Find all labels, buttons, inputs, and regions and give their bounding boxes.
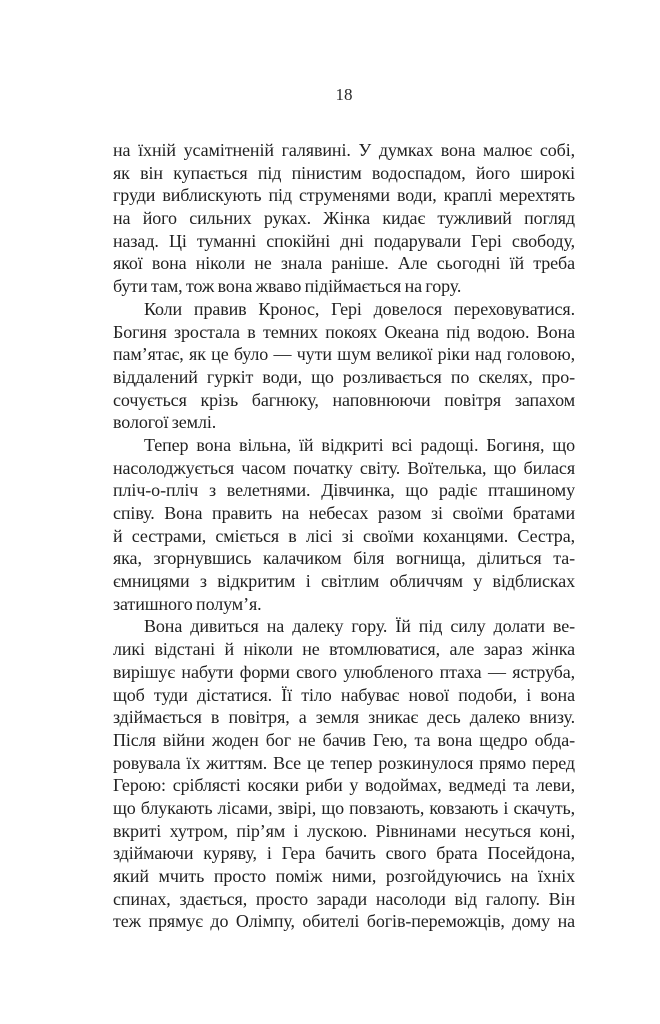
- text-line: ликі відстані й ніколи не втомлюватися, але зараз жінка: [113, 639, 575, 660]
- text-line: здіймаючи куряву, і Гера бачить свого брата Посейдона,: [113, 843, 575, 864]
- text-line: який мчить просто поміж ними, розгойдуючись на їхніх: [113, 866, 575, 886]
- text-line: як він купається під пінистим водоспадом, його широкі: [113, 162, 575, 183]
- text-line: вологої землі.: [113, 412, 217, 433]
- text-line: насолоджується часом початку світу. Воїтелька, що билася: [113, 457, 575, 478]
- paragraph-2: [113, 298, 575, 434]
- text-line: співу. Вона править на небесах разом зі своїми братами: [113, 503, 575, 523]
- text-line: що блукають лісами, звірі, що повзають, ковзають і скачуть,: [113, 797, 575, 818]
- paragraph-4: [113, 615, 575, 933]
- paragraph-3: [113, 434, 575, 616]
- text-line: Герою: сріблясті косяки риби у водоймах, ведмеді та леви,: [113, 775, 575, 796]
- text-line: теж прямує до Олімпу, обителі богів-переможців, дому на: [113, 911, 575, 932]
- text-line: Богиня зростала в темних покоях Океана під водою. Вона: [113, 321, 575, 342]
- text-line: вкриті хутром, пір’ям і лускою. Рівнинами несуться коні,: [113, 820, 575, 841]
- text-line: на його сильних руках. Жінка кидає тужливий погляд: [113, 208, 575, 229]
- body-text: [113, 139, 575, 933]
- text-line: здіймається в повітря, а земля зникає десь далеко внизу.: [113, 707, 575, 728]
- text-line: на їхній усамітненій галявині. У думках вона малює собі,: [113, 140, 575, 160]
- text-line: пам’ятає, як це було — чути шум великої ріки над головою,: [113, 344, 575, 365]
- text-line: затишного полум’я.: [113, 593, 262, 614]
- text-line: груди виблискують під струменями води, краплі мерехтять: [113, 185, 575, 206]
- text-line: назад. Ці туманні спокійні дні подарували Гері свободу,: [113, 230, 575, 251]
- text-line: бути там, тож вона жваво підіймається на гору.: [113, 276, 462, 297]
- text-line: яка, згорнувшись калачиком біля вогнища, ділиться та-: [113, 548, 575, 569]
- paragraph-1: [113, 139, 575, 298]
- text-line: вирішує набути форми свого улюбленого птаха — яструба,: [113, 661, 575, 682]
- text-line: Вона дивиться на далеку гору. Їй під силу долати ве-: [144, 616, 575, 637]
- text-line: спинах, здається, просто заради насолоди від галопу. Він: [113, 888, 575, 909]
- text-line: ровувала їх життям. Все це тепер розкинулося прямо перед: [113, 752, 575, 773]
- text-line: якої вона ніколи не знала раніше. Але сьогодні їй треба: [113, 253, 575, 274]
- text-line: Після війни жоден бог не бачив Гею, та вона щедро обда-: [113, 729, 575, 750]
- text-line: й сестрами, сміється в лісі зі своїми коханцями. Сестра,: [113, 525, 575, 546]
- text-line: Коли правив Кронос, Гері довелося переховуватися.: [144, 298, 575, 319]
- text-line: ємницями з відкритим і світлим обличчям у відблисках: [113, 571, 575, 592]
- text-line: пліч-о-пліч з велетнями. Дівчинка, що радіє пташиному: [113, 480, 575, 501]
- text-line: Тепер вона вільна, їй відкриті всі радощі. Богиня, що: [144, 434, 575, 455]
- text-line: віддалений гуркіт води, що розливається по скелях, про-: [113, 366, 575, 387]
- page-number: 18: [335, 85, 353, 104]
- text-line: сочується крізь багнюку, наповнюючи повітря запахом: [113, 389, 575, 410]
- text-line: щоб туди дістатися. Її тіло набуває нової подоби, і вона: [113, 684, 575, 705]
